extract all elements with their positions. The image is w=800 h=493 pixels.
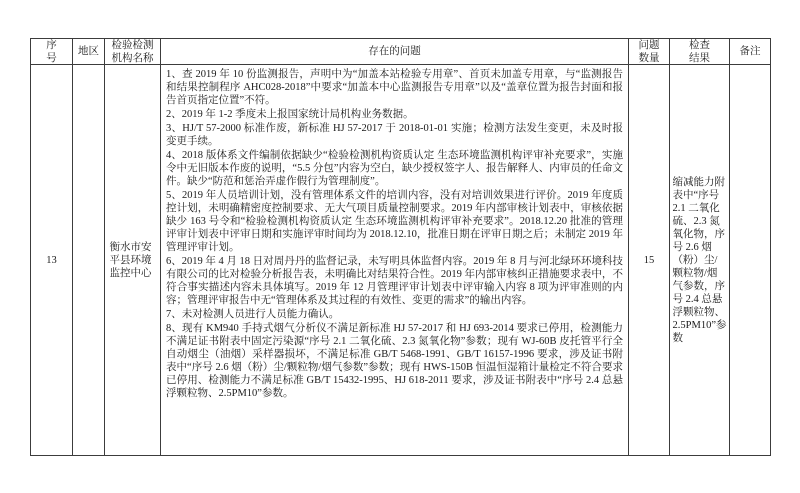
problem-item: 1、查 2019 年 10 份监测报告，声明中为“加盖本站检验专用章”、首页未加盖专用章，与“监测报告和结果控制程序 AHC028-2018”中要求“加盖本中心监测报告专用章”以及“盖章位置为报告封面和报告首页指定位置”不符。	[166, 69, 623, 106]
header-problems-label: 存在的问题	[368, 46, 421, 57]
problem-item: 4、2018 版体系文件编制依据缺少“检验检测机构资质认定 生态环境监测机构评审补充要求”，实施令中无旧版本作废的说明，“5.5 分包”内容为空白，缺少授权签字人、报告解释人、内审员的任命文件。缺少“防范和惩治弄虚作假行为管理制度”。	[166, 150, 623, 187]
problem-item: 2、2019 年 1-2 季度未上报国家统计局机构业务数据。	[166, 109, 414, 120]
problem-item: 3、HJ/T 57-2000 标准作废，新标准 HJ 57-2017 于 2018-01-01 实施；检测方法发生变更，未及时报变更手续。	[166, 123, 623, 147]
cell-problem-count	[629, 65, 670, 456]
problem-item: 7、未对检测人员进行人员能力确认。	[166, 309, 340, 320]
header-serial	[31, 39, 73, 65]
serial-number: 13	[46, 254, 57, 266]
problem-item: 6、2019 年 4 月 18 日对周丹丹的监督记录，未写明具体监督内容。2019 年 8 月与河北绿环环境科技有限公司的比对检验分析报告表，未明确比对结果符合性。2019 年内部审核纠正措施要求表中，不符合事实描述内容未具体填写。2019 年 12 月管理评审计划表中评审输入内容 8 项为评审准则的内容；管理评审报告中无“管理体系及其过程的有效性、变更的需求”的输出内容。	[166, 256, 623, 306]
header-region-label: 地区	[78, 46, 99, 57]
inspection-result-table	[30, 38, 771, 456]
inspection-result-text: 缩减能力附表中“序号 2.1 二氧化硫、2.3 氮氧化物，序号 2.6 烟（粉）尘/颗粒物/烟气参数，序号 2.4 总悬浮颗粒物、2.5PM10”参数	[672, 176, 727, 344]
cell-problems	[161, 65, 629, 456]
header-serial-label: 序号	[46, 39, 57, 64]
problem-item: 5、2019 年人员培训计划，没有管理体系文件的培训内容，没有对培训效果进行评价。2019 年度质控计划，未明确精密度控制要求、无大气项目质量控制要求。2019 年内部审核计划表中，审核依据缺少 163 号令和“检验检测机构资质认定 生态环境监测机构评审补充要求”。2018.12.20 批准的管理评审计划表中评审日期和实施评审时间均为 2018.12.10，批准日期在评审日期之后；未制定 2019 年管理评审计划。	[166, 190, 623, 253]
cell-inspection-result	[670, 65, 730, 456]
cell-region	[73, 65, 105, 456]
header-result	[670, 39, 730, 65]
header-problems	[161, 39, 629, 65]
cell-serial-number	[31, 65, 73, 456]
header-count-label: 问题数量	[638, 39, 660, 64]
header-count	[629, 39, 670, 65]
agency-name: 衡水市安平县环境监控中心	[109, 241, 152, 279]
header-remark	[730, 39, 771, 65]
header-agency	[105, 39, 161, 65]
header-agency-label: 检验检测机构名称	[111, 39, 154, 64]
problem-count: 15	[643, 254, 655, 266]
cell-remark	[730, 65, 771, 456]
problem-item: 8、现有 KM940 手持式烟气分析仪不满足新标准 HJ 57-2017 和 HJ 693-2014 要求已停用，检测能力不满足证书附表中固定污染源“序号 2.1 二氧化硫、2.3 氮氧化物”参数；现有 WJ-60B 皮托管平行全自动烟尘（油烟）采样器损坏，不满足标准 GB/T 5468-1991、GB/T 16157-1996 要求，涉及证书附表中“序号 2.6 烟（粉）尘/颗粒物/烟气参数”参数；现有 HWS-150B 恒温恒湿箱计量检定不符合要求已停用、检测能力不满足标准 GB/T 15432-1995、HJ 618-2011 要求，涉及证书附表中“序号 2.4 总悬浮颗粒物、2.5PM10”参数。	[166, 323, 623, 399]
cell-agency-name	[105, 65, 161, 456]
header-result-label: 检查结果	[689, 39, 710, 64]
header-remark-label: 备注	[739, 46, 761, 57]
header-region	[73, 39, 105, 65]
